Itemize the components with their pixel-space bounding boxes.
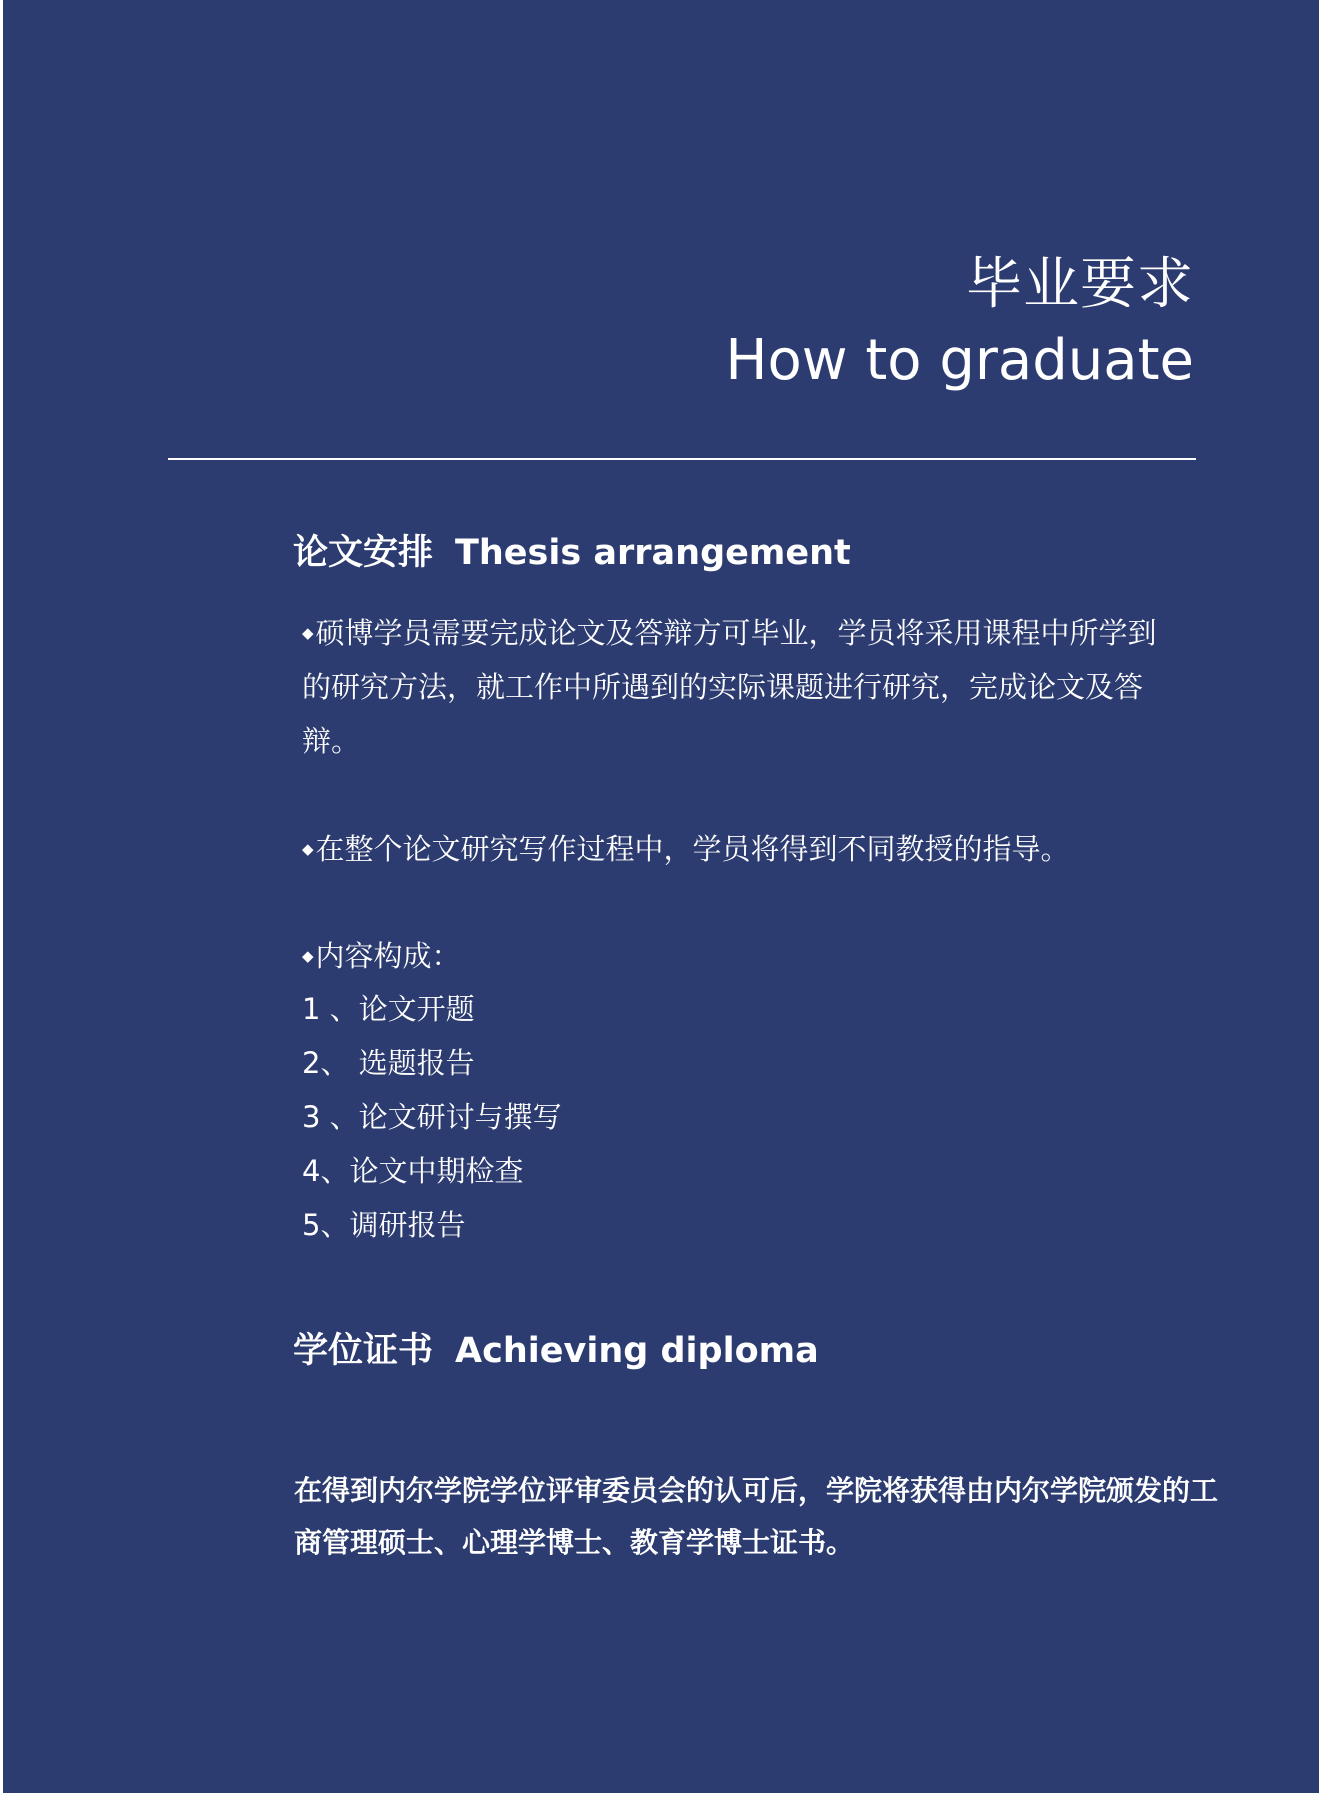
diamond-bullet-icon: ◆: [302, 947, 314, 965]
list-item: 3 、论文研讨与撰写: [302, 1100, 562, 1134]
diploma-heading-chinese: 学位证书: [293, 1331, 434, 1371]
thesis-section-heading: [293, 530, 851, 576]
list-item: 1 、论文开题: [302, 992, 475, 1026]
diamond-bullet-icon: ◆: [302, 624, 314, 642]
thesis-paragraph-2-text: 在整个论文研究写作过程中，学员将得到不同教授的指导。: [315, 832, 1070, 866]
list-item: 5、调研报告: [302, 1208, 466, 1242]
thesis-heading-english: Thesis arrangement: [455, 533, 851, 573]
thesis-heading-chinese: 论文安排: [293, 533, 434, 573]
diploma-section-heading: [293, 1328, 819, 1374]
thesis-paragraph-1-text: 硕博学员需要完成论文及答辩方可毕业，学员将采用课程中所学到的研究方法，就工作中所遇到的实际课题进行研究，完成论文及答辩。: [302, 616, 1157, 758]
thesis-content-list: [302, 982, 562, 1252]
list-item: 2、 选题报告: [302, 1046, 475, 1080]
diamond-bullet-icon: ◆: [302, 840, 314, 858]
page-edge-left: [0, 0, 3, 1793]
diploma-description: 在得到内尔学院学位评审委员会的认可后，学院将获得由内尔学院颁发的工商管理硕士、心理学博士、教育学博士证书。: [294, 1474, 1219, 1559]
title-divider: [168, 458, 1196, 460]
page-title-english: How to graduate: [725, 328, 1194, 393]
diploma-heading-english: Achieving diploma: [455, 1331, 819, 1371]
thesis-paragraph-guidance: [302, 822, 1182, 876]
list-item: 4、论文中期检查: [302, 1154, 524, 1188]
thesis-content-label: [302, 929, 1182, 983]
thesis-paragraph-requirement: [302, 606, 1182, 768]
thesis-content-label-text: 内容构成：: [315, 939, 461, 973]
page-title-chinese: 毕业要求: [966, 252, 1194, 317]
